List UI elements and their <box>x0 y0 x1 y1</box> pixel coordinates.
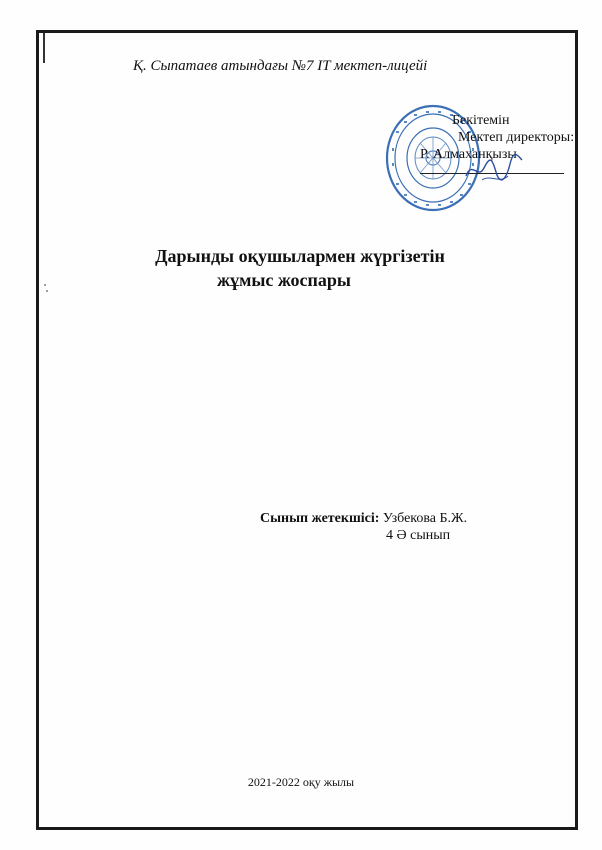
scan-speck <box>44 284 46 286</box>
class-teacher <box>260 511 467 527</box>
signature-icon <box>462 150 524 188</box>
approval-line-2: Мектеп директоры: <box>458 130 575 145</box>
document-title <box>100 244 500 292</box>
class-name: 4 Ә сынып <box>386 528 451 543</box>
scan-speck <box>46 290 48 292</box>
title-line-1: Дарынды оқушылармен жүргізетін <box>155 246 445 266</box>
teacher-label: Сынып жетекшісі: <box>260 511 380 526</box>
approval-line-1: Бекітемін <box>452 113 510 128</box>
teacher-name: Узбекова Б.Ж. <box>382 511 468 526</box>
school-name: Қ. Сыпатаев атындағы №7 IT мектеп-лицейі <box>133 58 428 74</box>
approval-line-3: Р. Алмаханқызы <box>420 147 517 162</box>
border-mark <box>43 33 45 63</box>
title-line-2: жұмыс жоспары <box>217 270 351 290</box>
academic-year: 2021-2022 оқу жылы <box>247 775 355 789</box>
